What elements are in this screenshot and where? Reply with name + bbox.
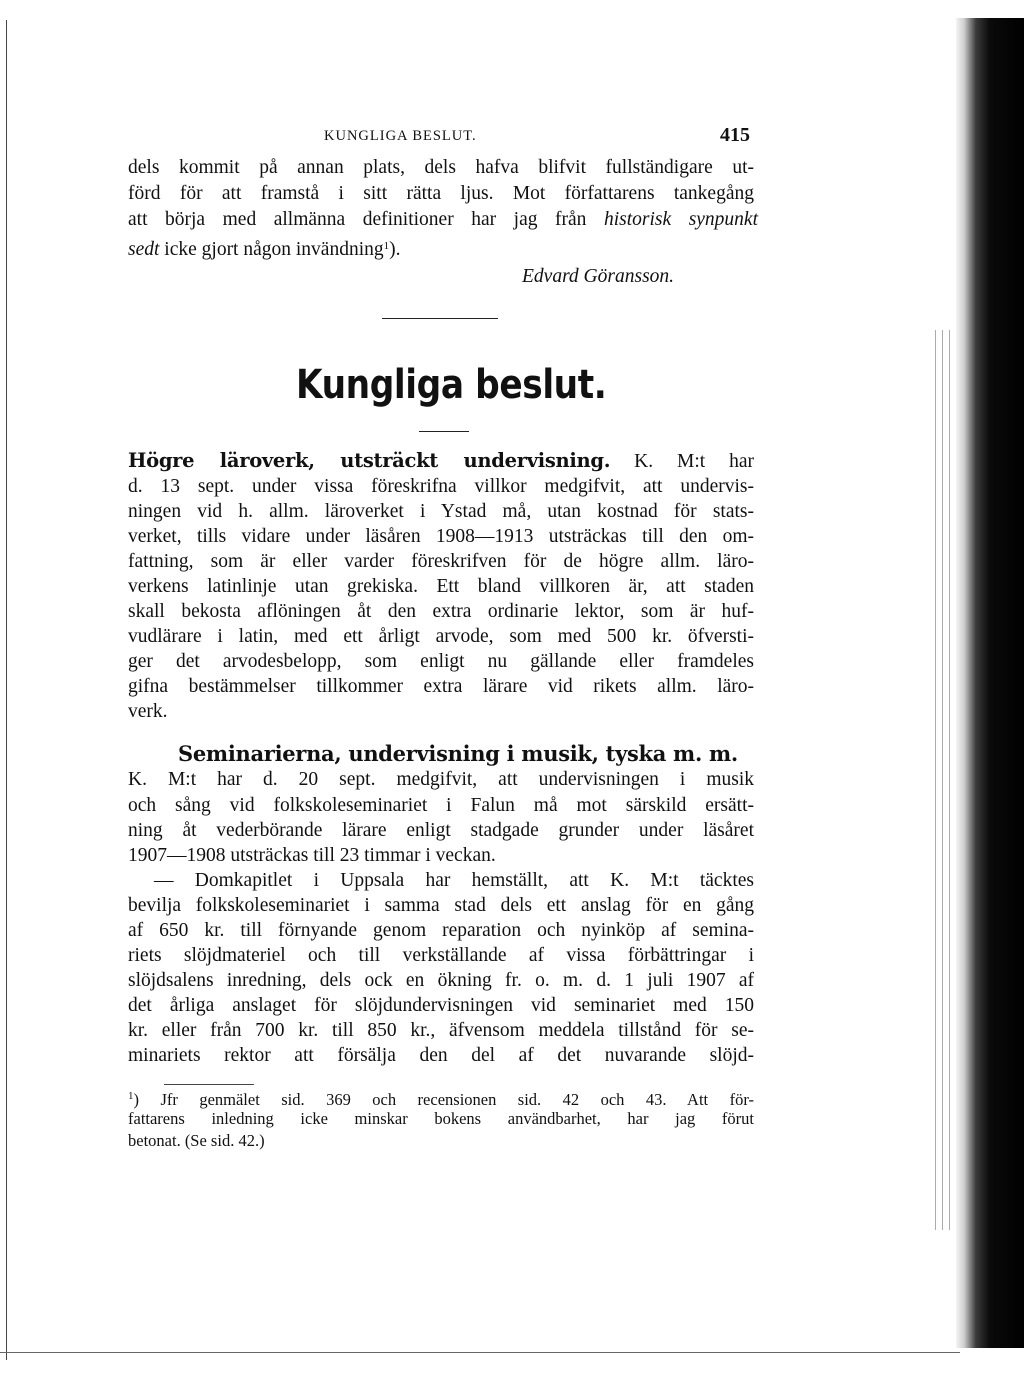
section1-line: ger det arvodesbelopp, som enligt nu gällande eller framdeles [128,651,754,672]
scan-bottom-edge [0,1352,960,1353]
page-number: 415 [720,124,750,146]
footnote-line-3: betonat. (Se sid. 42.) [128,1131,265,1150]
section2-line: slöjdsalens inredning, dels ock en ökning fr. o. m. d. 1 juli 1907 af [128,970,754,991]
section1-line: verk. [128,701,168,722]
scan-left-edge [6,20,7,1360]
footnote-line-1 [128,1086,754,1110]
section2-line: bevilja folkskoleseminariet i samma stad dels ett anslag för en gång [128,895,754,916]
section2-line: det årliga anslaget för slöjdundervisningen vid seminariet med 150 [128,995,754,1016]
section2-line: — Domkapitlet i Uppsala har hemställt, att K. M:t täcktes [154,870,754,891]
section1-heading-line [128,449,754,474]
section1-line: d. 13 sept. under vissa föreskrifna villkor medgifvit, att undervis- [128,476,754,497]
intro-line-3-italic: historisk synpunkt [603,209,759,230]
footnote-ref: 1 [383,240,390,252]
section2-line: af 650 kr. till förnyande genom reparation och nyinköp af semina- [128,920,754,941]
intro-line-4-italic: sedt [128,239,160,260]
footnote-marker: 1 [128,1090,134,1102]
section2-line: ning åt vederbörande lärare enligt stadgade grunder under läsåret [128,820,754,841]
section2-line: K. M:t har d. 20 sept. medgifvit, att undervisningen i musik [128,769,754,790]
title-underline [419,431,469,432]
page-title: Kungliga beslut. [296,362,607,408]
section2-heading: Seminarierna, undervisning i musik, tyska m. m. [178,741,738,766]
running-head: KUNGLIGA BESLUT. [324,128,477,144]
section2-line: 1907—1908 utsträckas till 23 timmar i veckan. [128,845,496,866]
footnote-line-2: fattarens inledning icke minskar bokens användbarhet, har jag förut [128,1109,754,1128]
intro-line-1: dels kommit på annan plats, dels hafva blifvit fullständigare ut- [128,157,754,178]
section1-line: vudlärare i latin, med ett årligt arvode, som med 500 kr. öfversti- [128,626,754,647]
intro-line-3 [128,208,758,232]
intro-line-4 [128,234,401,262]
intro-line-3-text: att börja med allmänna definitioner har jag från [128,209,587,230]
section2-line: minariets rektor att försälja den del af det nuvarande slöjd- [128,1045,754,1066]
scan-binding-stripes [932,330,954,1230]
section2-line: och sång vid folkskoleseminariet i Falun må mot särskild ersätt- [128,795,754,816]
section2-line: kr. eller från 700 kr. till 850 kr., äfvensom meddela tillstånd för se- [128,1020,754,1041]
intro-line-2: förd för att framstå i sitt rätta ljus. Mot författarens tankegång [128,183,754,204]
section1-heading-tail: K. M:t har [634,451,755,472]
section2-line: riets slöjdmateriel och till verkställande af vissa förbättringar i [128,945,754,966]
scan-binding-shadow [956,18,1024,1348]
section-divider [382,318,498,319]
intro-line-4-text: icke gjort någon invändning [164,239,384,260]
section1-line: ningen vid h. allm. läroverket i Ystad må, utan kostnad för stats- [128,501,754,522]
section1-line: gifna bestämmelser tillkommer extra lärare vid rikets allm. läro- [128,676,754,697]
intro-line-4-end: ). [389,239,401,260]
section1-line: skall bekosta aflöningen åt den extra ordinarie lektor, som är huf- [128,601,754,622]
author-signature: Edvard Göransson. [522,266,675,287]
footnote-rule [164,1084,254,1085]
section1-line: verket, tills vidare under läsåren 1908—1913 utsträckas till den om- [128,526,754,547]
footnote-line-1-text: ) Jfr genmälet sid. 369 och recensionen sid. 42 och 43. Att för- [133,1090,754,1109]
section1-heading: Högre läroverk, utsträckt undervisning. [128,449,611,472]
section1-line: fattning, som är eller varder föreskrifven för de högre allm. läro- [128,551,754,572]
section1-line: verkens latinlinje utan grekiska. Ett bland villkoren är, att staden [128,576,754,597]
